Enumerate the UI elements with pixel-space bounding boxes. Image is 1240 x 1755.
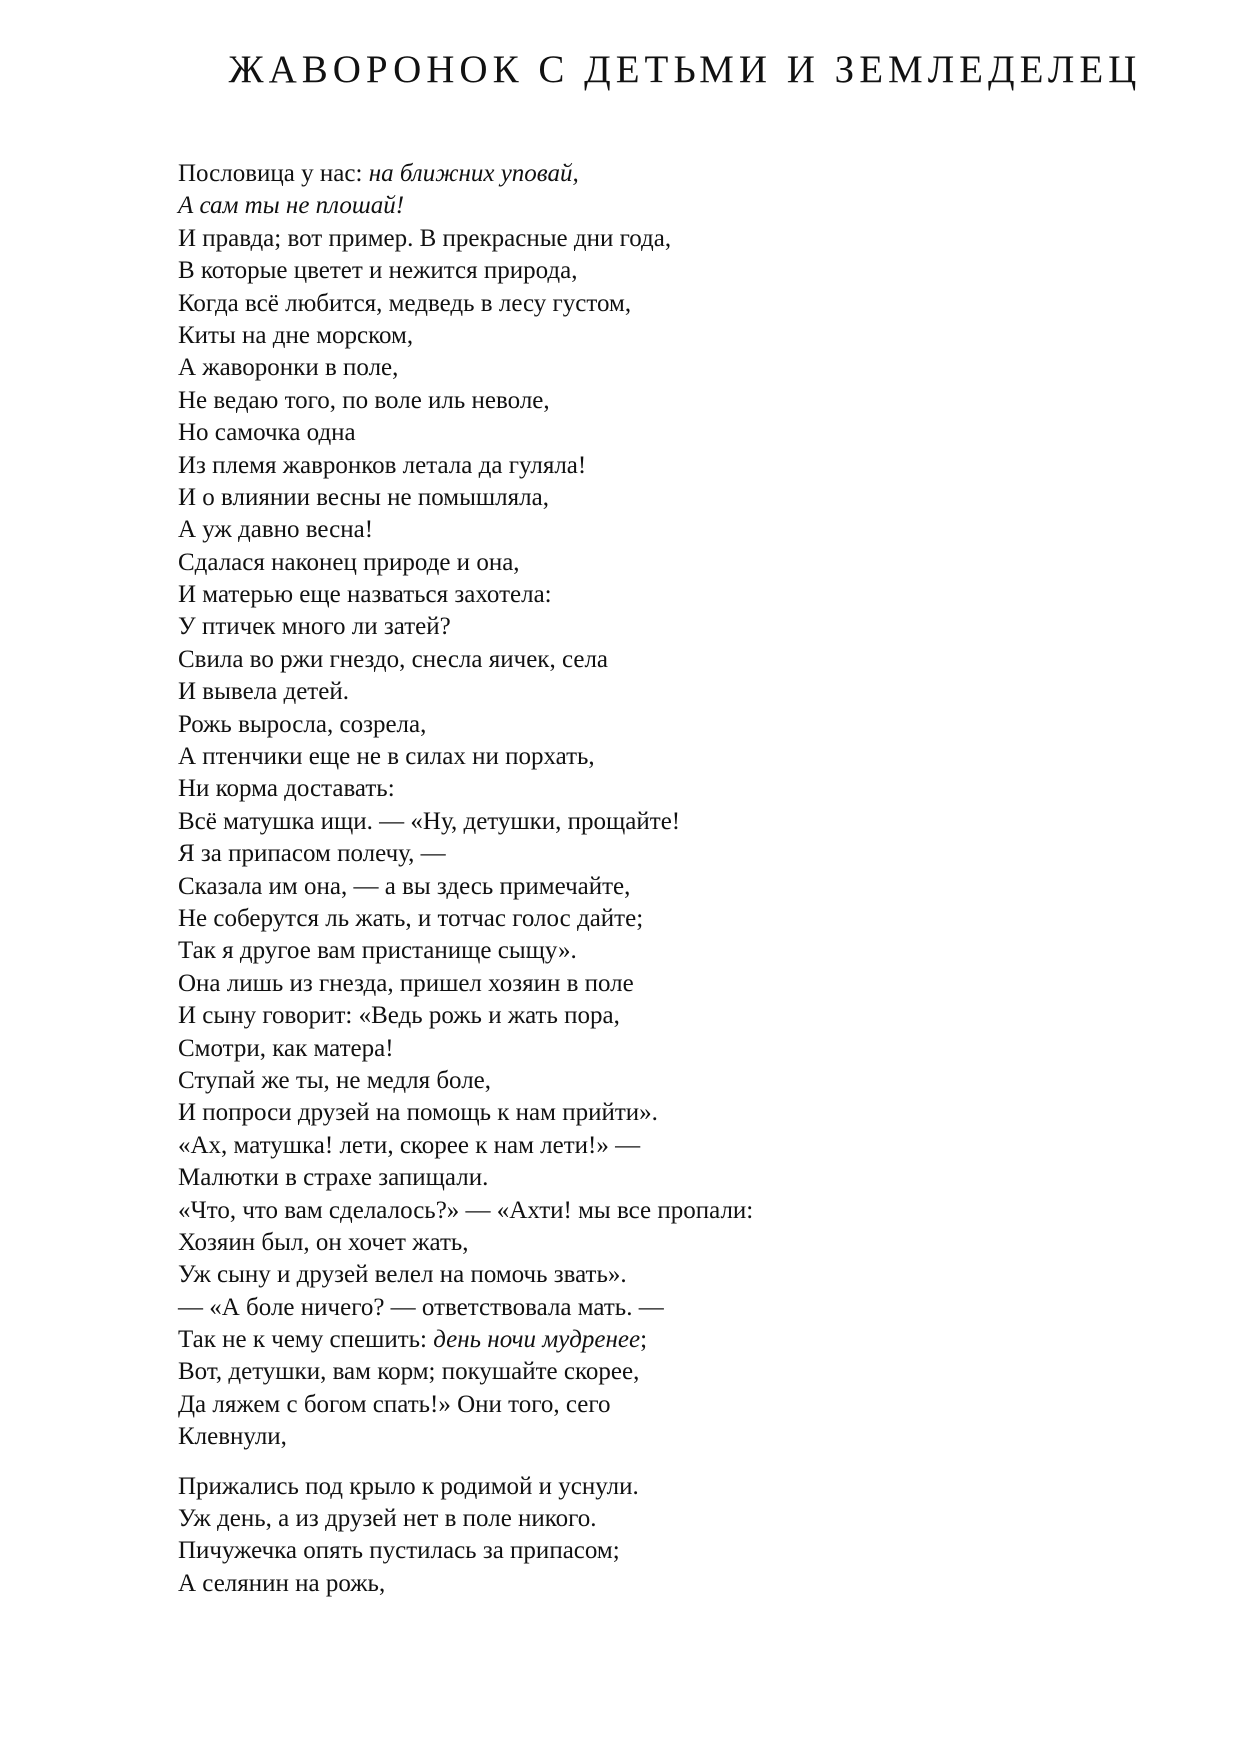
poem-line [178,255,1178,287]
line-text: Пословица у нас: [178,160,369,187]
line-text: Уж день, а из друзей нет в поле никого. [178,1505,597,1533]
poem-line [178,968,1178,1000]
line-text: Не соберутся ль жать, и тотчас голос дайте; [178,904,644,932]
poem-line [178,1389,1178,1421]
poem-line [178,611,1178,643]
poem-line [178,676,1178,708]
line-text: Уж сыну и друзей велел на помочь звать». [178,1261,627,1289]
poem-line [178,1568,1178,1600]
line-text: А жаворонки в поле, [178,354,399,382]
line-text: И матерью еще назваться захотела: [178,581,552,609]
page-title: ЖАВОРОНОК С ДЕТЬМИ И ЗЕМЛЕДЕЛЕЦ [228,48,1142,91]
poem-line [178,320,1178,352]
line-text: Не ведаю того, по воле иль неволе, [178,386,550,414]
poem-line [178,1471,1178,1503]
poem-line [178,190,1178,222]
poem-line [178,871,1178,903]
poem-line [178,288,1178,320]
poem-line [178,1000,1178,1032]
poem-line [178,806,1178,838]
italic-text: день ночи мудренее [433,1326,641,1354]
poem-line [178,903,1178,935]
line-text: Смотри, как матера! [178,1034,394,1062]
poem-line [178,644,1178,676]
poem-line [178,547,1178,579]
line-text: А селянин на рожь, [178,1569,386,1597]
italic-text: А сам ты не плошай! [178,192,405,220]
line-text: У птичек много ли затей? [178,613,451,641]
poem-line [178,1227,1178,1259]
poem-line [178,838,1178,870]
line-text: А уж давно весна! [178,516,374,544]
line-text: Сказала им она, — а вы здесь примечайте, [178,872,631,900]
line-text: Так не к чему спешить: [178,1326,434,1354]
poem-line [178,1130,1178,1162]
poem-line [178,1162,1178,1194]
poem-line [178,1033,1178,1065]
line-text: А птенчики еще не в силах ни порхать, [178,743,595,771]
poem-line [178,450,1178,482]
italic-text: на ближних уповай, [368,160,579,187]
poem-line [178,1195,1178,1227]
stanza [178,158,1178,1454]
line-text: В которые цветет и нежится природа, [178,257,578,285]
line-text: Вот, детушки, вам корм; покушайте скорее, [178,1358,640,1386]
line-text: Я за припасом полечу, — [178,840,446,868]
poem-line [178,514,1178,546]
line-text: Из племя жавронков летала да гуляла! [178,451,587,479]
line-text: Но самочка одна [178,419,356,447]
line-text: Прижались под крыло к родимой и уснули. [178,1472,639,1500]
poem-line [178,1065,1178,1097]
poem-line [178,1421,1178,1453]
line-text: Так я другое вам пристанище сыщу». [178,937,577,965]
poem-line [178,773,1178,805]
line-text: Ни корма доставать: [178,775,395,803]
line-text: Хозяин был, он хочет жать, [178,1228,469,1256]
poem-line [178,935,1178,967]
poem-line [178,1535,1178,1567]
line-text: Клевнули, [178,1423,287,1451]
line-text: И правда; вот пример. В прекрасные дни года, [178,224,672,252]
line-text: ; [640,1326,648,1354]
poem-line [178,709,1178,741]
line-text: Она лишь из гнезда, пришел хозяин в поле [178,969,634,997]
line-text: И о влиянии весны не помышляла, [178,483,549,511]
poem-line [178,579,1178,611]
line-text: И сыну говорит: «Ведь рожь и жать пора, [178,1002,620,1030]
line-text: Да ляжем с богом спать!» Они того, сего [178,1390,611,1418]
line-text: Всё матушка ищи. — «Ну, детушки, прощайте! [178,807,681,835]
poem-line [178,1097,1178,1129]
line-text: И попроси друзей на помощь к нам прийти». [178,1099,658,1127]
line-text: Свила во ржи гнездо, снесла яичек, села [178,645,609,673]
line-text: — «А боле ничего? — ответствовала мать. — [178,1293,664,1321]
line-text: «Ах, матушка! лети, скорее к нам лети!» — [178,1131,641,1159]
stanza [178,1471,1178,1601]
line-text: Рожь выросла, созрела, [178,710,427,738]
poem-line [178,1503,1178,1535]
poem-body [178,158,1178,1600]
poem-line [178,1292,1178,1324]
poem-line [178,1324,1178,1356]
line-text: Киты на дне морском, [178,321,414,349]
poem-line [178,482,1178,514]
poem-line [178,223,1178,255]
line-text: «Что, что вам сделалось?» — «Ахти! мы все пропали: [178,1196,754,1224]
line-text: Ступай же ты, не медля боле, [178,1066,492,1094]
poem-line [178,1356,1178,1388]
poem-line [178,741,1178,773]
line-text: Малютки в страхе запищали. [178,1164,489,1192]
poem-line [178,1259,1178,1291]
line-text: Сдалася наконец природе и она, [178,548,520,576]
poem-line [178,158,1178,190]
poem-line [178,352,1178,384]
poem-line [178,385,1178,417]
line-text: Когда всё любится, медведь в лесу густом, [178,289,632,317]
line-text: Пичужечка опять пустилась за припасом; [178,1537,620,1565]
line-text: И вывела детей. [178,678,349,706]
poem-line [178,417,1178,449]
